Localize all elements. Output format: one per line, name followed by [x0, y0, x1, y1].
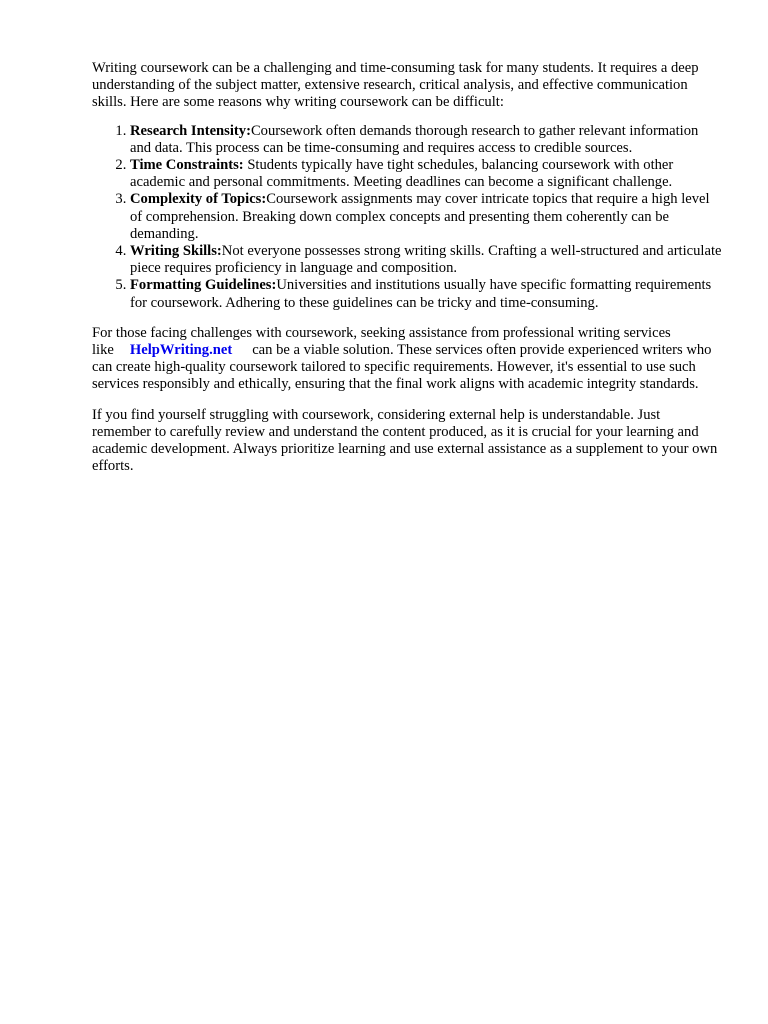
- list-item: [130, 123, 722, 157]
- recommendation-paragraph: [92, 325, 722, 394]
- reason-term: Writing Skills:: [130, 243, 222, 260]
- list-item: [130, 191, 722, 243]
- reason-term: Formatting Guidelines:: [130, 277, 277, 294]
- recommendation-text-after: can be a viable solution. These services often provide experienced writers who can create high-quality coursework tailored to specific requirements. However, it's essential to use such services responsibly and ethically, ensuring that the final work aligns with academic integrity standards.: [92, 342, 712, 393]
- reason-text: Not everyone possesses strong writing skills. Crafting a well-structured and articulate piece requires proficiency in language and composition.: [130, 243, 722, 277]
- reason-text: Universities and institutions usually have specific formatting requirements for coursework. Adhering to these guidelines can be tricky and time-consuming.: [130, 277, 712, 311]
- list-item: [130, 157, 722, 191]
- intro-paragraph: Writing coursework can be a challenging and time-consuming task for many students. It requires a deep understanding of the subject matter, extensive research, critical analysis, and effective communication skills. Here are some reasons why writing coursework can be difficult:: [92, 60, 699, 111]
- helpwriting-link[interactable]: HelpWriting.net: [129, 342, 233, 359]
- reason-text: Students typically have tight schedules, balancing coursework with other academic and personal commitments. Meeting deadlines can become a significant challenge.: [130, 157, 674, 191]
- reason-term: Complexity of Topics:: [130, 191, 267, 208]
- list-item: [130, 243, 722, 277]
- recommendation-text-before: For those facing challenges with coursework, seeking assistance from professional writing services like: [92, 324, 671, 359]
- reason-term: Time Constraints:: [130, 157, 244, 174]
- closing-paragraph: If you find yourself struggling with coursework, considering external help is understandable. Just remember to carefully review and understand the content produced, as it is crucial for your learning and academic development. Always prioritize learning and use external assistance as a supplement to your own efforts.: [92, 406, 718, 475]
- reason-term: Research Intensity:: [130, 122, 251, 139]
- list-item: [130, 277, 722, 311]
- reason-text: Coursework often demands thorough research to gather relevant information and data. This process can be time-consuming and requires access to credible sources.: [130, 122, 699, 156]
- reasons-list: [92, 123, 722, 312]
- reason-text: Coursework assignments may cover intricate topics that require a high level of comprehension. Breaking down complex concepts and presenting them coherently can be demanding.: [130, 191, 710, 242]
- document-page: [92, 60, 722, 475]
